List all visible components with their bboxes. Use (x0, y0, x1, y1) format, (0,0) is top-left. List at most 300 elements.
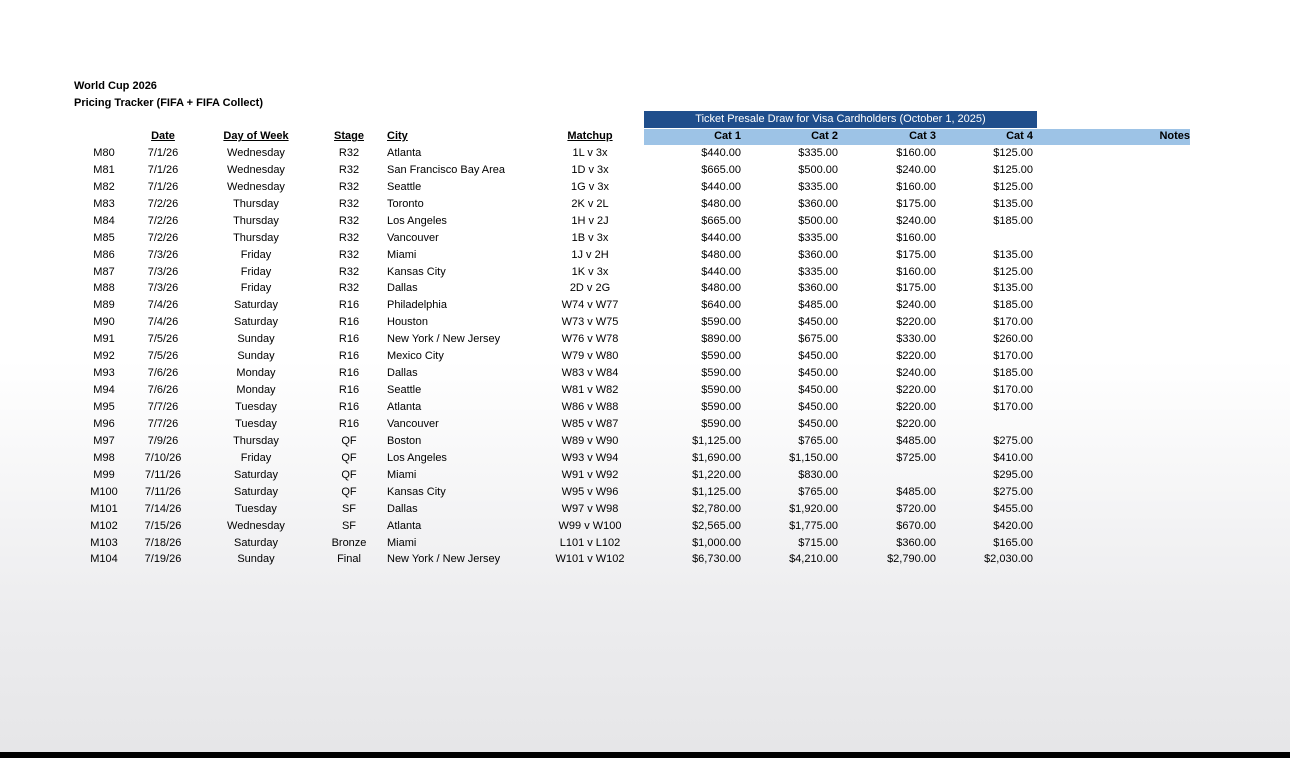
day-cell: Thursday (233, 434, 279, 447)
match-cell: M80 (93, 146, 115, 159)
cat3-price-cell: $725.00 (896, 451, 936, 464)
cat1-price-cell: $1,690.00 (692, 451, 741, 464)
notes-cell (1033, 484, 1190, 501)
day-cell: Wednesday (227, 163, 285, 176)
matchup-cell: W99 v W100 (558, 519, 622, 532)
stage-cell: R16 (338, 350, 360, 363)
cat1-price-cell: $440.00 (701, 231, 741, 244)
cat1-price-cell: $1,125.00 (692, 434, 741, 447)
cat3-price-cell: $330.00 (896, 333, 936, 346)
cat4-price-cell: $275.00 (993, 434, 1033, 447)
day-cell: Wednesday (227, 519, 285, 532)
cat3-price-cell: $160.00 (896, 146, 936, 159)
cat2-price-cell: $715.00 (798, 536, 838, 549)
notes-cell (1033, 331, 1190, 348)
cat4-price-cell: $170.00 (993, 401, 1033, 413)
cat2-price-cell: $335.00 (798, 231, 838, 244)
date-cell: 7/1/26 (147, 146, 179, 159)
matchup-cell: W76 v W78 (561, 333, 619, 346)
cat2-price-cell: $450.00 (798, 367, 838, 380)
cat1-price-cell: $2,780.00 (692, 502, 741, 515)
table-row (80, 450, 1190, 467)
cat4-price-cell: $170.00 (993, 316, 1033, 329)
cat3-price-cell: $220.00 (896, 384, 936, 397)
stage-cell: R16 (338, 384, 360, 397)
city-cell: Kansas City (387, 485, 446, 498)
table-row (80, 162, 1190, 179)
date-cell: 7/18/26 (144, 536, 182, 549)
cat4-price-cell: $410.00 (993, 451, 1033, 464)
table-row (80, 551, 1190, 568)
city-cell: Atlanta (387, 401, 422, 413)
cat2-price-cell: $360.00 (798, 248, 838, 261)
notes-cell (1033, 348, 1190, 365)
matchup-cell: W86 v W88 (561, 401, 619, 413)
cat2-price-cell: $485.00 (798, 299, 838, 312)
cat1-price-cell: $440.00 (701, 180, 741, 193)
match-cell: M96 (93, 417, 115, 430)
table-row (80, 145, 1190, 162)
cat1-price-cell: $440.00 (701, 265, 741, 278)
city-cell: Dallas (387, 282, 418, 295)
matchup-cell: W81 v W82 (561, 384, 619, 397)
cat2-price-cell: $4,210.00 (789, 553, 838, 566)
date-cell: 7/3/26 (147, 248, 179, 261)
day-cell: Wednesday (227, 146, 285, 159)
table-row (80, 365, 1190, 382)
stage-cell: R32 (338, 197, 360, 210)
cat1-price-cell: $2,565.00 (692, 519, 741, 532)
cat2-price-cell: $450.00 (798, 350, 838, 363)
table-row (80, 247, 1190, 264)
day-cell: Saturday (233, 536, 279, 549)
day-cell: Monday (236, 384, 276, 397)
cat2-price-cell: $335.00 (798, 265, 838, 278)
match-cell: M102 (90, 519, 118, 532)
notes-cell (1033, 467, 1190, 484)
cat4-price-cell: $420.00 (993, 519, 1033, 532)
stage-cell: SF (341, 519, 357, 532)
match-cell: M98 (93, 451, 115, 464)
cat3-price-cell: $240.00 (896, 367, 936, 380)
bottom-bar (0, 752, 1290, 758)
matchup-cell: W73 v W75 (561, 316, 619, 329)
cat4-price-cell: $295.00 (993, 468, 1033, 481)
table-row (80, 416, 1190, 433)
date-cell: 7/14/26 (144, 502, 182, 515)
date-cell: 7/5/26 (147, 333, 179, 346)
day-cell: Sunday (237, 553, 275, 566)
cat1-price-cell: $590.00 (701, 417, 741, 430)
notes-cell (1033, 450, 1190, 467)
cat4-price-cell: $455.00 (993, 502, 1033, 515)
table-row (80, 348, 1190, 365)
matchup-cell: W74 v W77 (561, 299, 619, 312)
header-stage: Stage (334, 130, 364, 142)
cat2-price-cell: $1,920.00 (789, 502, 838, 515)
cat1-price-cell: $6,730.00 (692, 553, 741, 566)
date-cell: 7/9/26 (147, 434, 179, 447)
city-cell: Seattle (387, 384, 422, 397)
presale-banner: Ticket Presale Draw for Visa Cardholders (October 1, 2025) (644, 111, 1037, 128)
date-cell: 7/2/26 (147, 197, 179, 210)
cat2-price-cell: $450.00 (798, 384, 838, 397)
stage-cell: R16 (338, 367, 360, 380)
cat2-price-cell: $450.00 (798, 316, 838, 329)
matchup-cell: W79 v W80 (561, 350, 619, 363)
cat3-price-cell: $670.00 (896, 519, 936, 532)
cat4-price-cell: $170.00 (993, 384, 1033, 397)
cat1-price-cell: $480.00 (701, 197, 741, 210)
city-cell: New York / New Jersey (387, 333, 501, 346)
match-cell: M89 (93, 299, 115, 312)
city-cell: Mexico City (387, 350, 444, 363)
cat3-price-cell: $160.00 (896, 231, 936, 244)
day-cell: Tuesday (235, 417, 277, 430)
cat1-price-cell: $440.00 (701, 146, 741, 159)
cat1-price-cell: $590.00 (701, 384, 741, 397)
matchup-cell: W97 v W98 (561, 502, 619, 515)
header-day: Day of Week (223, 130, 289, 142)
table-row (80, 280, 1190, 297)
city-cell: Toronto (387, 197, 424, 210)
match-cell: M92 (93, 350, 115, 363)
cat3-price-cell: $240.00 (896, 214, 936, 227)
cat3-price-cell: $220.00 (896, 350, 936, 363)
cat4-price-cell: $135.00 (993, 282, 1033, 295)
match-cell: M93 (93, 367, 115, 380)
cat4-price-cell: $185.00 (993, 214, 1033, 227)
cat3-price-cell: $2,790.00 (887, 553, 936, 566)
cat2-price-cell: $335.00 (798, 180, 838, 193)
cat2-price-cell: $765.00 (798, 485, 838, 498)
city-cell: Atlanta (387, 519, 422, 532)
city-cell: Boston (387, 434, 422, 447)
matchup-cell: 1H v 2J (571, 214, 609, 227)
date-cell: 7/1/26 (147, 163, 179, 176)
cat2-price-cell: $500.00 (798, 214, 838, 227)
match-cell: M99 (93, 468, 115, 481)
match-cell: M84 (93, 214, 115, 227)
day-cell: Saturday (233, 316, 279, 329)
matchup-cell: 1J v 2H (571, 248, 609, 261)
cat1-price-cell: $665.00 (701, 163, 741, 176)
table-row (80, 467, 1190, 484)
cat3-price-cell: $220.00 (896, 401, 936, 413)
stage-cell: R32 (338, 248, 360, 261)
match-cell: M94 (93, 384, 115, 397)
date-cell: 7/7/26 (147, 401, 179, 413)
notes-cell (1033, 314, 1190, 331)
header-cat2: Cat 2 (811, 130, 838, 142)
notes-cell (1033, 433, 1190, 450)
stage-cell: QF (341, 434, 357, 447)
city-cell: San Francisco Bay Area (387, 163, 506, 176)
stage-cell: R16 (338, 401, 360, 413)
matchup-cell: 2D v 2G (569, 282, 611, 295)
cat2-price-cell: $765.00 (798, 434, 838, 447)
city-cell: Dallas (387, 367, 418, 380)
table-row (80, 213, 1190, 230)
match-cell: M86 (93, 248, 115, 261)
cat4-price-cell: $260.00 (993, 333, 1033, 346)
matchup-cell: W101 v W102 (555, 553, 625, 566)
day-cell: Monday (236, 367, 276, 380)
city-cell: New York / New Jersey (387, 553, 501, 566)
table-body (80, 145, 1190, 568)
header-city: City (387, 130, 408, 142)
city-cell: Los Angeles (387, 214, 447, 227)
cat2-price-cell: $830.00 (798, 468, 838, 481)
day-cell: Thursday (233, 231, 279, 244)
cat3-price-cell: $160.00 (896, 180, 936, 193)
city-cell: Miami (387, 468, 417, 481)
day-cell: Tuesday (235, 401, 277, 413)
cat1-price-cell: $590.00 (701, 401, 741, 413)
cat2-price-cell: $450.00 (798, 417, 838, 430)
sheet-title: World Cup 2026 (74, 80, 157, 92)
day-cell: Tuesday (235, 502, 277, 515)
table-row (80, 264, 1190, 281)
sheet-subtitle: Pricing Tracker (FIFA + FIFA Collect) (74, 97, 263, 109)
table-row (80, 501, 1190, 518)
notes-cell (1033, 162, 1190, 179)
date-cell: 7/2/26 (147, 214, 179, 227)
notes-cell (1033, 518, 1190, 535)
cat1-price-cell: $590.00 (701, 316, 741, 329)
match-cell: M85 (93, 231, 115, 244)
stage-cell: R16 (338, 417, 360, 430)
cat2-price-cell: $675.00 (798, 333, 838, 346)
table-row (80, 399, 1190, 416)
header-cat4: Cat 4 (1006, 130, 1033, 142)
date-cell: 7/11/26 (145, 485, 181, 498)
day-cell: Thursday (233, 214, 279, 227)
cat1-price-cell: $480.00 (701, 282, 741, 295)
city-cell: Houston (387, 316, 428, 329)
notes-cell (1033, 280, 1190, 297)
matchup-cell: W95 v W96 (561, 485, 619, 498)
notes-cell (1033, 501, 1190, 518)
stage-cell: R32 (338, 146, 360, 159)
cat3-price-cell: $240.00 (896, 163, 936, 176)
table-row (80, 196, 1190, 213)
cat3-price-cell: $175.00 (896, 197, 936, 210)
matchup-cell: 1B v 3x (571, 231, 609, 244)
cat3-price-cell (838, 467, 936, 484)
table-row (80, 230, 1190, 247)
city-cell: Atlanta (387, 146, 422, 159)
stage-cell: R32 (338, 180, 360, 193)
cat3-price-cell: $485.00 (896, 485, 936, 498)
day-cell: Saturday (233, 485, 279, 498)
notes-cell (1033, 399, 1190, 416)
match-cell: M87 (93, 265, 115, 278)
cat4-price-cell: $170.00 (993, 350, 1033, 363)
day-cell: Friday (240, 265, 272, 278)
pricing-table (80, 128, 1190, 568)
cat4-price-cell: $275.00 (993, 485, 1033, 498)
header-notes: Notes (1159, 130, 1190, 142)
cat4-price-cell: $185.00 (993, 367, 1033, 380)
cat1-price-cell: $665.00 (701, 214, 741, 227)
match-cell: M81 (93, 163, 115, 176)
cat3-price-cell: $720.00 (896, 502, 936, 515)
match-cell: M103 (90, 536, 118, 549)
match-cell: M100 (90, 485, 118, 498)
matchup-cell: L101 v L102 (559, 536, 621, 549)
date-cell: 7/4/26 (147, 299, 179, 312)
table-row (80, 484, 1190, 501)
day-cell: Friday (240, 282, 272, 295)
cat4-price-cell: $2,030.00 (984, 553, 1033, 566)
match-cell: M88 (93, 282, 115, 295)
match-cell: M97 (93, 434, 115, 447)
cat4-price-cell: $125.00 (993, 146, 1033, 159)
notes-cell (1033, 535, 1190, 552)
match-cell: M91 (93, 333, 115, 346)
city-cell: Los Angeles (387, 451, 447, 464)
city-cell: Miami (387, 248, 417, 261)
match-cell: M82 (93, 180, 115, 193)
stage-cell: R16 (338, 299, 360, 312)
cat4-price-cell: $135.00 (993, 248, 1033, 261)
cat3-price-cell: $240.00 (896, 299, 936, 312)
matchup-cell: 1G v 3x (571, 180, 609, 193)
stage-cell: R32 (338, 214, 360, 227)
stage-cell: QF (341, 485, 357, 498)
notes-cell (1033, 213, 1190, 230)
stage-cell: QF (341, 451, 357, 464)
cat3-price-cell: $360.00 (896, 536, 936, 549)
matchup-cell: 1D v 3x (571, 163, 609, 176)
matchup-cell: W89 v W90 (561, 434, 619, 447)
table-row (80, 179, 1190, 196)
notes-cell (1033, 382, 1190, 399)
header-date: Date (151, 130, 175, 142)
day-cell: Saturday (233, 299, 279, 312)
header-cat1: Cat 1 (714, 130, 741, 142)
cat2-price-cell: $1,150.00 (789, 451, 838, 464)
matchup-cell: W85 v W87 (561, 417, 619, 430)
header-row (80, 128, 1190, 145)
notes-cell (1033, 264, 1190, 281)
date-cell: 7/7/26 (147, 417, 179, 430)
date-cell: 7/11/26 (145, 468, 181, 481)
day-cell: Friday (240, 451, 272, 464)
cat3-price-cell: $175.00 (896, 248, 936, 261)
matchup-cell: W93 v W94 (561, 451, 619, 464)
city-cell: Miami (387, 536, 417, 549)
matchup-cell: W83 v W84 (561, 367, 619, 380)
table-row (80, 297, 1190, 314)
table-row (80, 314, 1190, 331)
table-row (80, 331, 1190, 348)
day-cell: Saturday (233, 468, 279, 481)
cat2-price-cell: $360.00 (798, 282, 838, 295)
stage-cell: SF (341, 502, 357, 515)
stage-cell: Bronze (331, 536, 367, 549)
city-cell: Vancouver (387, 231, 439, 244)
cat3-price-cell: $160.00 (896, 265, 936, 278)
stage-cell: R32 (338, 282, 360, 295)
day-cell: Friday (240, 248, 272, 261)
match-cell: M101 (90, 502, 118, 515)
cat3-price-cell: $220.00 (896, 417, 936, 430)
stage-cell: Final (337, 553, 361, 566)
matchup-cell: 1K v 3x (571, 265, 609, 278)
notes-cell (1033, 297, 1190, 314)
cat1-price-cell: $590.00 (701, 367, 741, 380)
city-cell: Seattle (387, 180, 422, 193)
date-cell: 7/1/26 (147, 180, 179, 193)
stage-cell: R32 (338, 231, 360, 244)
cat1-price-cell: $640.00 (701, 299, 741, 312)
cat2-price-cell: $1,775.00 (789, 519, 838, 532)
notes-cell (1033, 230, 1190, 247)
notes-cell (1033, 247, 1190, 264)
day-cell: Wednesday (227, 180, 285, 193)
cat4-price-cell: $125.00 (993, 180, 1033, 193)
cat4-price-cell (936, 416, 1033, 433)
cat3-price-cell: $175.00 (896, 282, 936, 295)
cat4-price-cell (936, 230, 1033, 247)
match-cell: M95 (93, 401, 115, 413)
stage-cell: R32 (338, 163, 360, 176)
match-cell: M90 (93, 316, 115, 329)
stage-cell: R16 (338, 316, 360, 329)
date-cell: 7/4/26 (147, 316, 179, 329)
match-cell: M83 (93, 197, 115, 210)
matchup-cell: W91 v W92 (561, 468, 619, 481)
cat1-price-cell: $480.00 (701, 248, 741, 261)
date-cell: 7/5/26 (147, 350, 179, 363)
notes-cell (1033, 196, 1190, 213)
cat1-price-cell: $590.00 (701, 350, 741, 363)
cat4-price-cell: $185.00 (993, 299, 1033, 312)
cat4-price-cell: $135.00 (993, 197, 1033, 210)
matchup-cell: 2K v 2L (571, 197, 609, 210)
city-cell: Vancouver (387, 417, 439, 430)
cat2-price-cell: $500.00 (798, 163, 838, 176)
city-cell: Dallas (387, 502, 418, 515)
city-cell: Kansas City (387, 265, 446, 278)
day-cell: Sunday (237, 333, 275, 346)
cat1-price-cell: $1,220.00 (692, 468, 741, 481)
notes-cell (1033, 145, 1190, 162)
table-row (80, 535, 1190, 552)
date-cell: 7/6/26 (147, 384, 179, 397)
cat4-price-cell: $125.00 (993, 163, 1033, 176)
stage-cell: QF (341, 468, 357, 481)
header-match (80, 128, 128, 145)
match-cell: M104 (90, 553, 118, 566)
cat2-price-cell: $450.00 (798, 401, 838, 413)
table-row (80, 433, 1190, 450)
cat4-price-cell: $165.00 (993, 536, 1033, 549)
stage-cell: R16 (338, 333, 360, 346)
cat1-price-cell: $1,125.00 (692, 485, 741, 498)
cat1-price-cell: $1,000.00 (692, 536, 741, 549)
cat1-price-cell: $890.00 (701, 333, 741, 346)
cat2-price-cell: $360.00 (798, 197, 838, 210)
header-matchup: Matchup (567, 130, 613, 142)
date-cell: 7/6/26 (147, 367, 179, 380)
date-cell: 7/3/26 (147, 265, 179, 278)
date-cell: 7/10/26 (144, 451, 182, 464)
date-cell: 7/3/26 (147, 282, 179, 295)
cat3-price-cell: $485.00 (896, 434, 936, 447)
